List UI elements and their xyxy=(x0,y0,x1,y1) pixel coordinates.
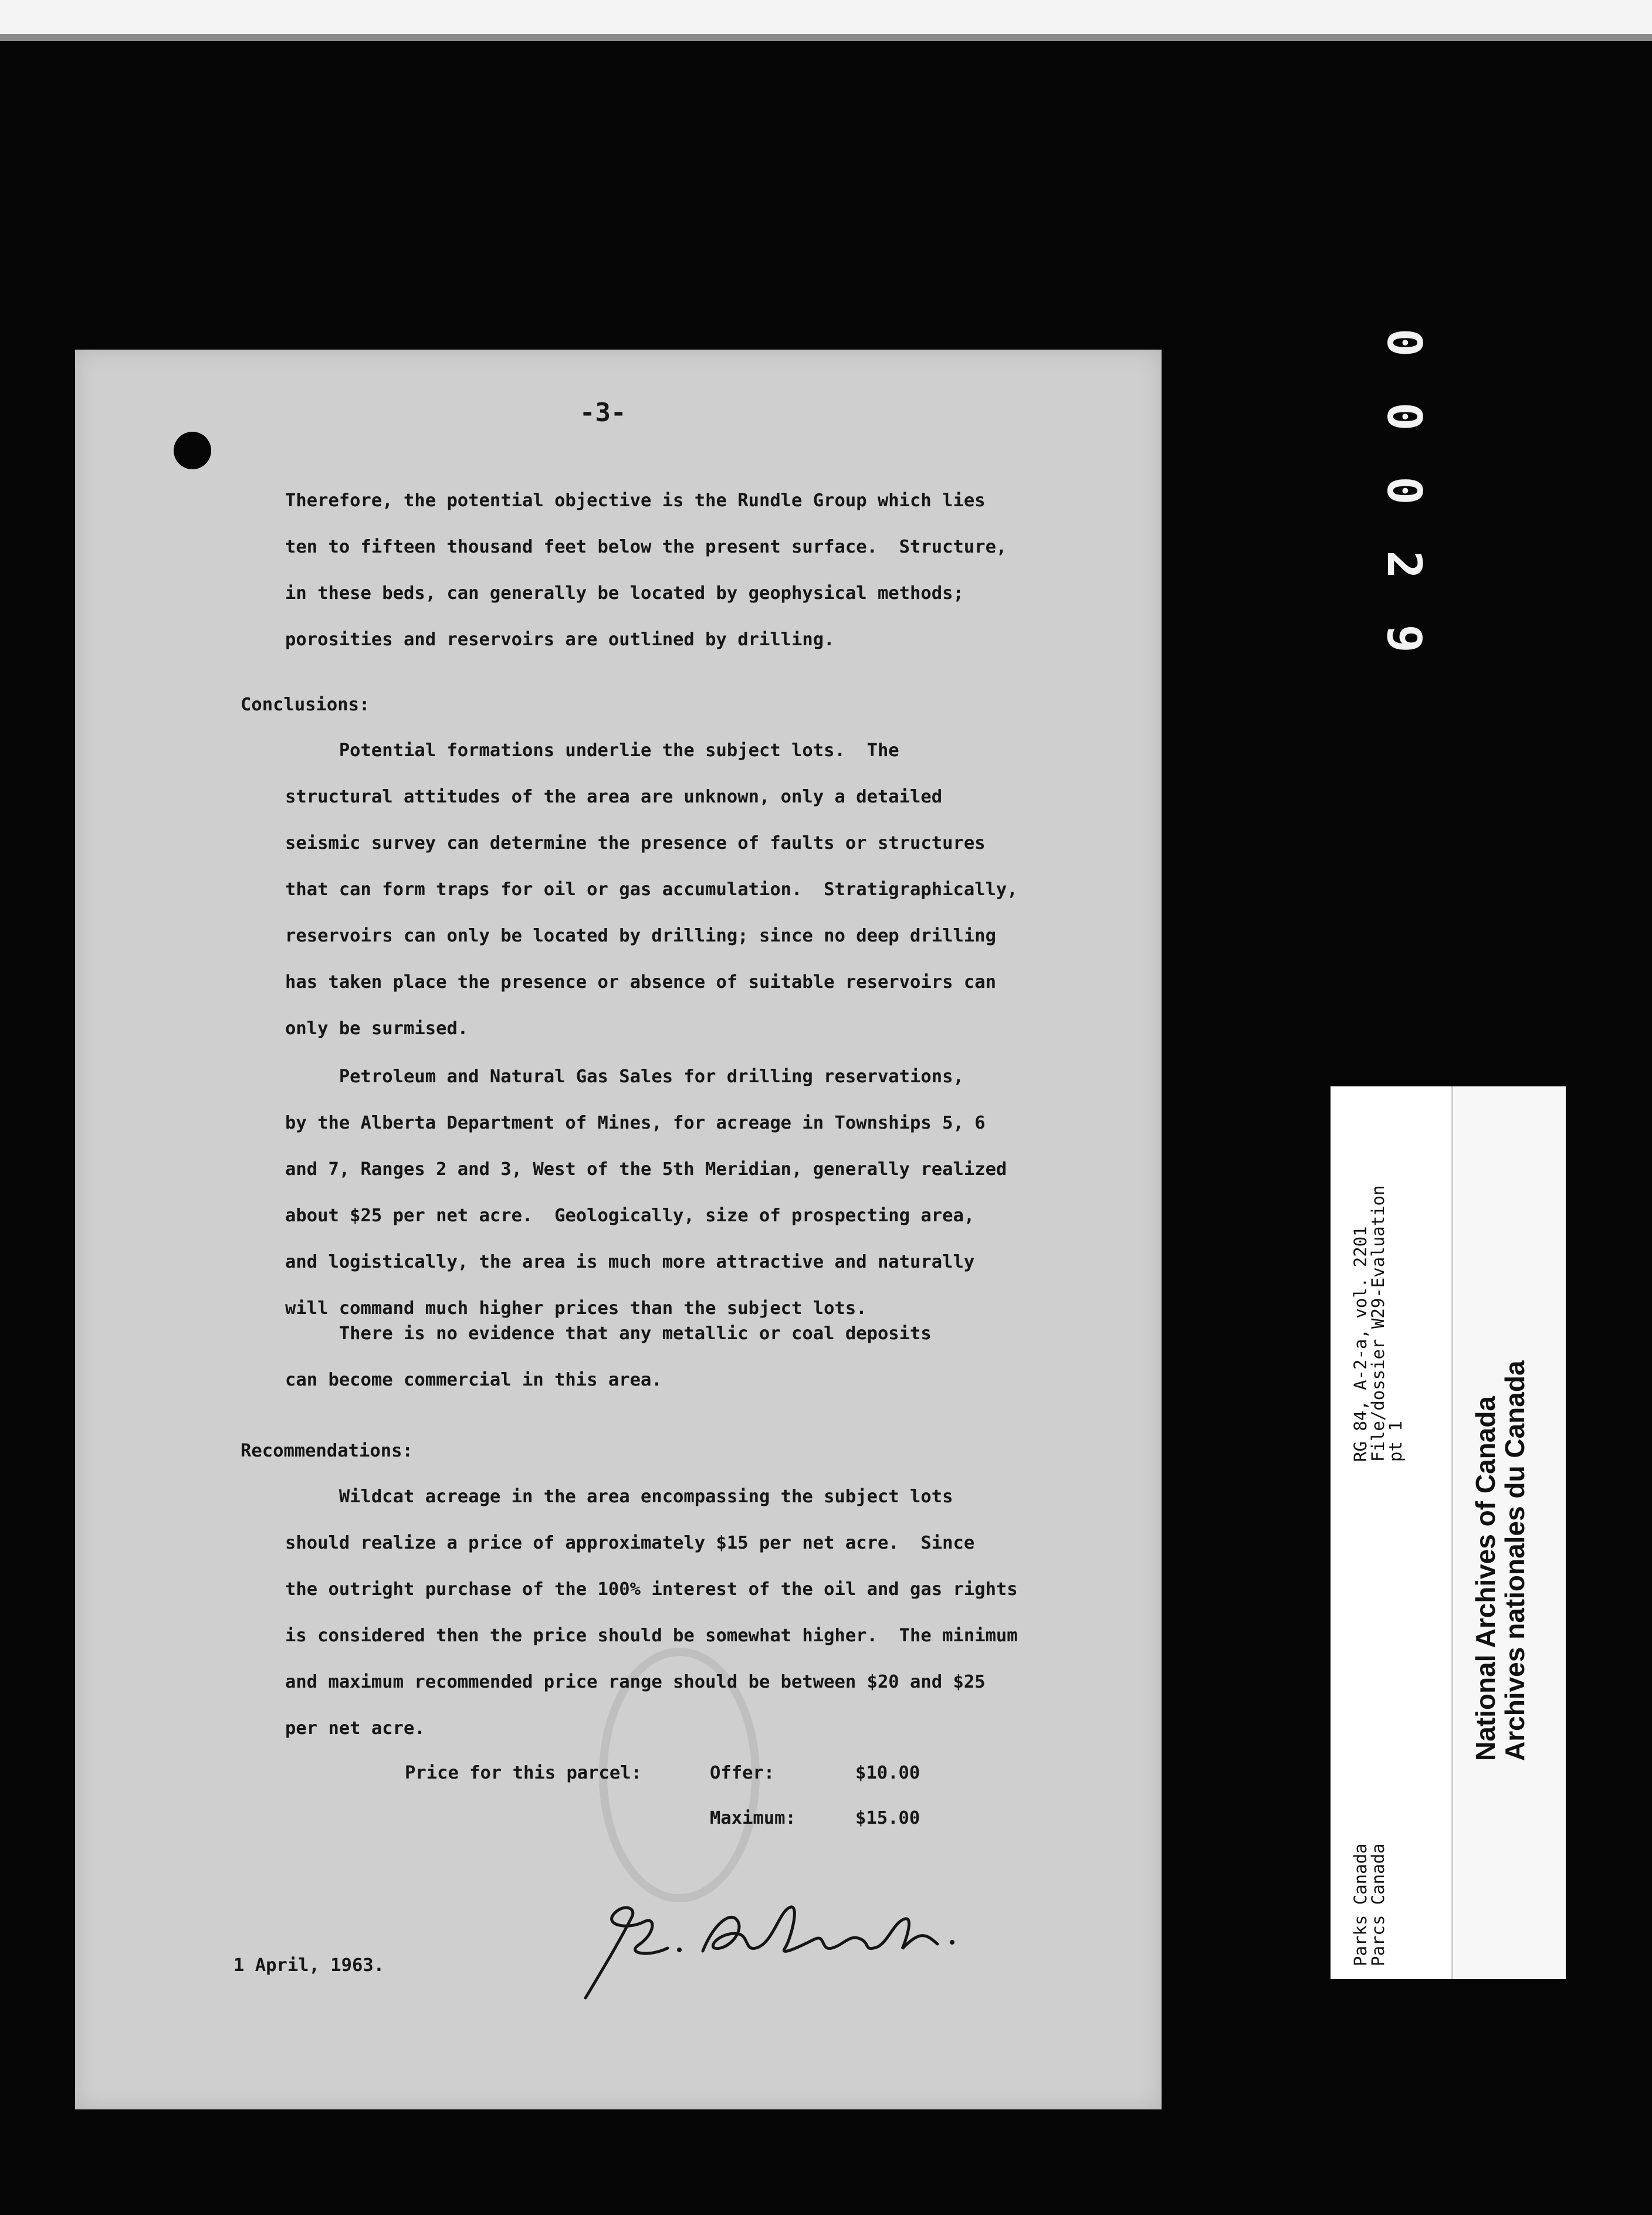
parks-canada-fr: Parcs Canada xyxy=(1368,1843,1388,1966)
document-body xyxy=(75,350,1162,1828)
archive-label xyxy=(1331,1086,1564,1979)
paragraph-1-line: ten to fifteen thousand feet below the present surface. Structure, xyxy=(285,537,1007,557)
conclusions-paragraph-3-line: can become commercial in this area. xyxy=(285,1370,662,1390)
conclusions-paragraph-1-line: has taken place the presence or absence of suitable reservoirs can xyxy=(285,972,996,993)
national-archives-fr: Archives nationales du Canada xyxy=(1499,1360,1530,1761)
recommendations-line: and maximum recommended price range should be between $20 and $25 xyxy=(285,1672,986,1692)
conclusions-heading: Conclusions: xyxy=(241,695,370,715)
archive-label-right xyxy=(1451,1086,1566,1979)
archive-label-left xyxy=(1331,1086,1446,1979)
parks-canada-en: Parks Canada xyxy=(1350,1843,1370,1966)
recommendations-line: should realize a price of approximately $15 per net acre. Since xyxy=(285,1533,975,1553)
recommendations-line: is considered then the price should be somewhat higher. The minimum xyxy=(285,1625,1018,1646)
offer-value: $10.00 xyxy=(855,1763,920,1783)
conclusions-paragraph-2-line: will command much higher prices than the subject lots. xyxy=(285,1298,867,1319)
conclusions-paragraph-2-line: and 7, Ranges 2 and 3, West of the 5th Meridian, generally realized xyxy=(285,1159,1007,1180)
maximum-value: $15.00 xyxy=(855,1808,920,1828)
conclusions-paragraph-1-line: only be surmised. xyxy=(285,1018,469,1039)
recommendations-line: the outright purchase of the 100% interest of the oil and gas rights xyxy=(285,1579,1018,1600)
document-date: 1 April, 1963. xyxy=(233,1955,385,1976)
maximum-label: Maximum: xyxy=(710,1808,796,1828)
recommendations-heading: Recommendations: xyxy=(241,1441,413,1461)
paragraph-1-line: Therefore, the potential objective is the Rundle Group which lies xyxy=(285,490,986,511)
frame-number: 00029 xyxy=(1377,328,1431,699)
film-top-strip xyxy=(0,0,1652,34)
handwritten-signature xyxy=(568,1875,990,2010)
conclusions-paragraph-2-line: about $25 per net acre. Geologically, size of prospecting area, xyxy=(285,1205,975,1226)
recommendations-line: per net acre. xyxy=(285,1718,425,1739)
conclusions-paragraph-1-line: structural attitudes of the area are unknown, only a detailed xyxy=(285,787,943,807)
conclusions-paragraph-2-line: Petroleum and Natural Gas Sales for drilling reservations, xyxy=(285,1066,964,1087)
conclusions-paragraph-1-line: Potential formations underlie the subject lots. The xyxy=(285,740,899,761)
archive-reference-line-2: File/dossier W29-Evaluation xyxy=(1368,1185,1388,1462)
recommendations-line: Wildcat acreage in the area encompassing the subject lots xyxy=(285,1486,953,1507)
conclusions-paragraph-2-line: by the Alberta Department of Mines, for acreage in Townships 5, 6 xyxy=(285,1113,986,1133)
archive-reference-line-3: pt 1 xyxy=(1386,1421,1406,1462)
national-archives-label xyxy=(1471,1360,1529,1761)
page-number: -3- xyxy=(580,398,627,428)
offer-label: Offer: xyxy=(710,1763,775,1783)
conclusions-paragraph-1-line: seismic survey can determine the presence of faults or structures xyxy=(285,833,986,854)
document-page xyxy=(75,350,1162,2109)
archive-reference-line-1: RG 84, A-2-a, vol. 2201 xyxy=(1350,1226,1370,1462)
conclusions-paragraph-1-line: reservoirs can only be located by drilling; since no deep drilling xyxy=(285,926,996,946)
paragraph-1-line: porosities and reservoirs are outlined by drilling. xyxy=(285,629,835,650)
archive-reference xyxy=(1352,1186,1404,1462)
paragraph-1-line: in these beds, can generally be located by geophysical methods; xyxy=(285,583,964,604)
conclusions-paragraph-3-line: There is no evidence that any metallic or coal deposits xyxy=(285,1323,932,1344)
film-top-edge xyxy=(0,34,1652,41)
national-archives-en: National Archives of Canada xyxy=(1470,1396,1501,1761)
conclusions-paragraph-2-line: and logistically, the area is much more attractive and naturally xyxy=(285,1252,975,1272)
price-label: Price for this parcel: xyxy=(405,1763,642,1783)
conclusions-paragraph-1-line: that can form traps for oil or gas accumulation. Stratigraphically, xyxy=(285,879,1018,900)
parks-canada-label xyxy=(1352,1843,1387,1966)
